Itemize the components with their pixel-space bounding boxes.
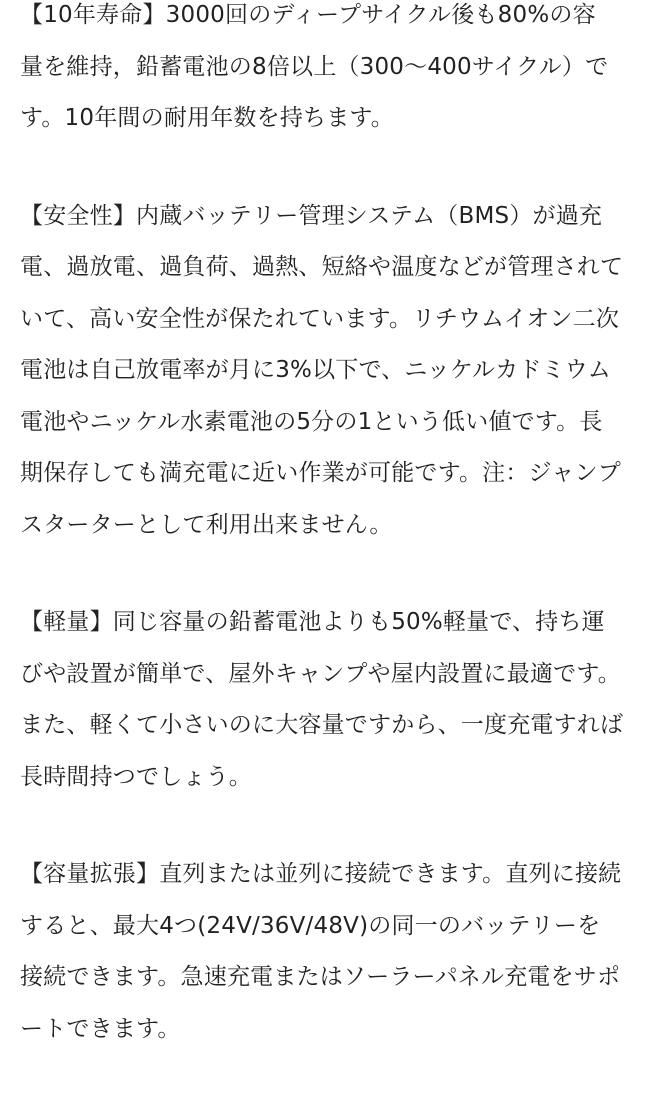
text-line: 接続できます。急速充電またはソーラーパネル充電をサポ <box>20 964 621 990</box>
text-line: す。10年間の耐用年数を持ちます。 <box>20 105 394 131</box>
text-line: 【容量拡張】直列または並列に接続できます。直列に接続 <box>20 861 622 887</box>
text-line: 期保存しても満充電に近い作業が可能です。注：ジャンプ <box>20 460 621 486</box>
text-line: びや設置が簡単で、屋外キャンプや屋内設置に最適です。 <box>20 660 621 687</box>
text-line: 電池は自己放電率が月に3%以下で、ニッケルカドミウム <box>20 357 611 383</box>
product-description <box>20 0 660 1101</box>
text-line: 量を維持，鉛蓄電池の8倍以上（300〜400サイクル）で <box>20 53 609 80</box>
text-line: スターターとして利用出来ません。 <box>20 511 393 538</box>
text-line: また、軽くて小さいのに大容量ですから、一度充電すれば <box>20 712 624 738</box>
text-line: いて、高い安全性が保たれています。リチウムイオン二次 <box>20 305 620 332</box>
text-line: 【安全性】内蔵バッテリー管理システム（BMS）が過充 <box>20 202 603 229</box>
text-line: ートできます。 <box>20 1015 181 1042</box>
text-line: 長時間持つでしょう。 <box>20 763 252 790</box>
paragraph-safety <box>20 191 660 552</box>
paragraph-lightweight <box>20 597 660 803</box>
text-line: 【軽量】同じ容量の鉛蓄電池よりも50%軽量で、持ち運 <box>20 609 605 635</box>
paragraph-lifespan <box>20 0 660 145</box>
paragraph-capacity-expansion <box>20 849 660 1055</box>
text-line: 電、過放電、過負荷、過熱、短絡や温度などが管理されて <box>20 254 624 280</box>
text-line: 電池やニッケル水素電池の5分の1という低い値です。長 <box>20 408 603 435</box>
text-line: すると、最大4つ(24V/36V/48V)の同一のバッテリーを <box>20 912 601 939</box>
text-line: 【10年寿命】3000回のディープサイクル後も80%の容 <box>20 2 596 28</box>
